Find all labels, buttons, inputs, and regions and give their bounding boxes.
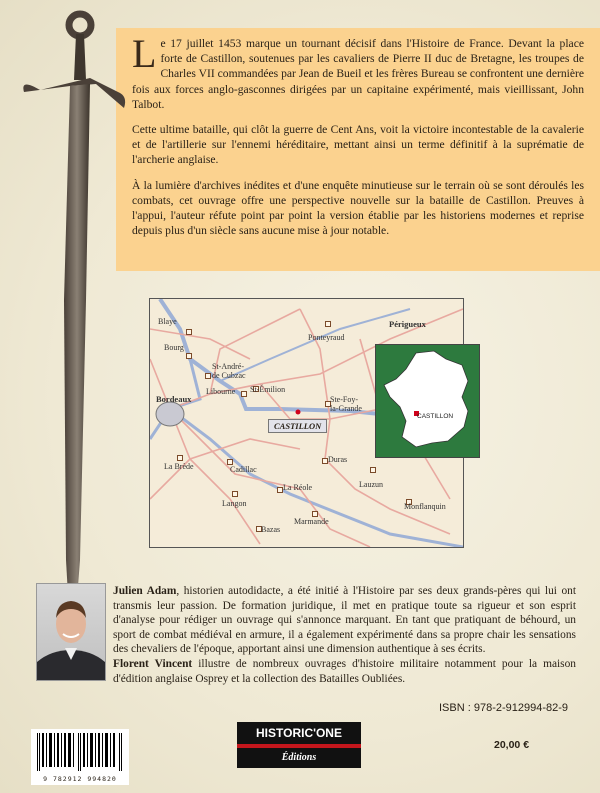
author-photo	[36, 583, 106, 681]
illustrator-paragraph: Florent Vincent illustre de nombreux ouvrages d'histoire militaire notamment pour la maison d'édition anglaise Osprey et la collection des Batailles Oubliées.	[113, 657, 577, 685]
intro-paragraph-3: À la lumière d'archives inédites et d'une enquête minutieuse sur le terrain où se sont déroulés les combats, cet ouvrage offre une perspective nouvelle sur la bataille de Castillon. Preuves à l'appui, l'auteur réfute point par point la version établie par les historiens modernes et reprise depuis plus d'un siècle sans aucune mise à jour notable.	[132, 178, 584, 238]
barcode-digits: 9 782912 994820	[43, 775, 117, 783]
place-libourne: Libourne	[206, 387, 236, 396]
town-marker	[232, 491, 238, 497]
place-ste-foy: Ste-Foy- la-Grande	[330, 395, 362, 413]
illustrator-name: Florent Vincent	[113, 657, 193, 670]
place-langon: Langon	[222, 499, 247, 508]
author-bio	[113, 584, 576, 686]
place-st-andre: St-André- de Cubzac	[212, 362, 246, 380]
place-marmande: Marmande	[294, 517, 329, 526]
place-bordeaux: Bordeaux	[156, 394, 192, 404]
place-blaye: Blaye	[158, 317, 177, 326]
place-lauzun: Lauzun	[359, 480, 383, 489]
inset-castillon-label: CASTILLON	[417, 413, 454, 420]
town-marker	[177, 455, 183, 461]
barcode	[31, 729, 129, 785]
intro-paragraph-1: Le 17 juillet 1453 marque un tournant décisif dans l'Histoire de France. Devant la place forte de Castillon, soutenues par les cavaliers de Pierre II duc de Bretagne, les troupes de Charles VII commandées par Jean de Bueil et les frères Bureau se confrontent une dernière fois aux forces anglo-gasconnes dirigées par un capitaine expérimenté, mais vieillissant, John Talbot.	[132, 31, 584, 111]
publisher-sub: Éditions	[237, 748, 361, 768]
town-marker	[186, 329, 192, 335]
intro-text	[132, 31, 584, 248]
france-inset-map	[375, 344, 480, 458]
town-marker	[370, 467, 376, 473]
town-marker	[325, 321, 331, 327]
town-marker	[205, 373, 211, 379]
price: 20,00 €	[494, 739, 530, 751]
publisher-name: HISTORIC'ONE	[237, 722, 361, 744]
drop-cap: L	[132, 31, 157, 76]
town-marker	[186, 353, 192, 359]
place-cadillac: Cadillac	[230, 465, 257, 474]
place-bazas: Bazas	[261, 525, 281, 534]
place-st-emilion: St-Émilion	[250, 385, 286, 394]
barcode-bars	[31, 729, 129, 773]
place-duras: Duras	[328, 455, 348, 464]
place-perigueux: Périgueux	[389, 319, 426, 329]
france-outline	[376, 345, 479, 457]
place-la-reole: La Réole	[283, 483, 313, 492]
intro-paragraph-2: Cette ultime bataille, qui clôt la guerre de Cent Ans, voit la victoire incontestable de la cavalerie et de l'artillerie sur l'ennemi héréditaire, mettant ainsi un terme définitif à la suprématie de l'archerie anglaise.	[132, 123, 584, 167]
publisher-logo	[237, 722, 361, 768]
place-ponteyraud: Ponteyraud	[308, 333, 345, 342]
place-bourg: Bourg	[164, 343, 184, 352]
place-monflanquin: Monflanquin	[404, 502, 446, 511]
place-la-brede: La Brède	[164, 462, 194, 471]
author-name: Julien Adam	[113, 585, 177, 597]
town-marker	[241, 391, 247, 397]
isbn: ISBN : 978-2-912994-82-9	[439, 702, 569, 714]
author-paragraph: Julien Adam, historien autodidacte, a été initié à l'Histoire par ses deux grands-pères qui lui ont transmis leur passion. De formation juridique, il met en pratique toute sa rigueur et son esprit d'analyse pour rédiger un ouvrage qui s'annonce marquant. En tant que pratiquant de béhourd, un sport de combat médiéval en armure, il a également expérimenté dans sa propre chair les sensations des chevaliers de l'époque, apportant ainsi une dimension authentique à ses écrits.	[113, 585, 577, 656]
place-castillon: CASTILLON	[268, 419, 327, 433]
